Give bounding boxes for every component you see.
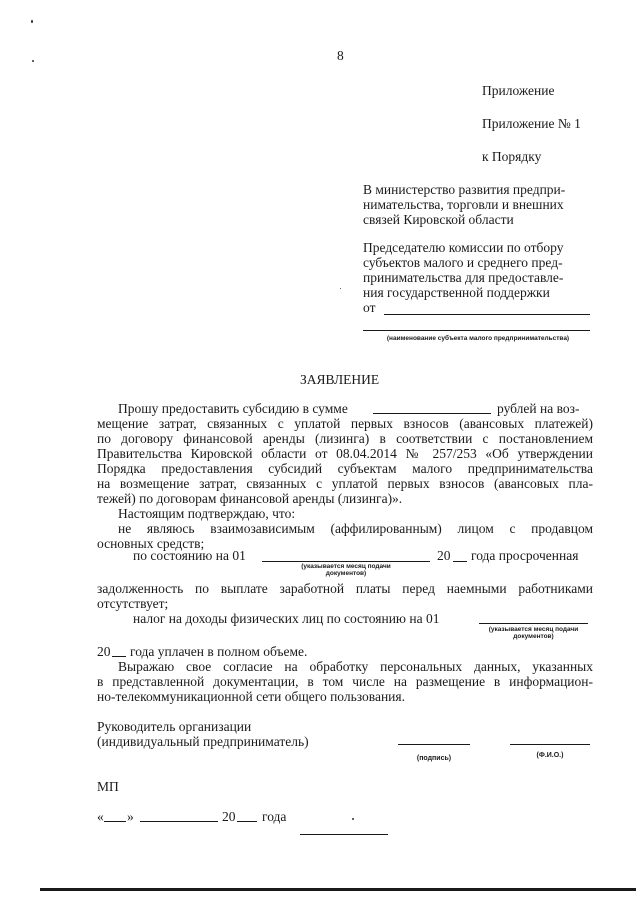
addressee-ministry-line: связей Кировской области xyxy=(363,212,514,227)
date-open-quote: « xyxy=(97,809,104,824)
salary-month-field[interactable] xyxy=(262,561,430,562)
tax-year-prefix: 20 xyxy=(97,644,111,659)
tax-text: года уплачен в полном объеме. xyxy=(130,644,308,659)
from-field-second-line[interactable] xyxy=(363,330,590,331)
name-caption: (наименование субъекта малого предпринимательства) xyxy=(386,335,570,342)
not-related-text: не являюсь взаимозависимым (аффилированным) лицом с продавцом xyxy=(118,521,593,536)
date-month-field[interactable] xyxy=(140,821,218,822)
month-caption: (указывается месяц подачи xyxy=(488,626,579,633)
appendix-number: Приложение № 1 xyxy=(482,116,581,131)
not-related-text: основных средств; xyxy=(97,536,205,551)
request-text: по договору финансовой аренды (лизинга) в соответствии с постановлением xyxy=(97,431,593,446)
page-bottom-rule xyxy=(40,888,636,891)
signature-head-label: (индивидуальный предприниматель) xyxy=(97,734,309,749)
addressee-chairman-line: Председателю комиссии по отбору xyxy=(363,240,564,255)
tax-text: налог на доходы физических лиц по состоянию на 01 xyxy=(133,611,440,626)
request-text: тежей) по договорам финансовой аренды (лизинга)». xyxy=(97,491,403,506)
scan-speck xyxy=(340,288,341,289)
request-text: мещение затрат, связанных с уплатой первых взносов (авансовых платежей) xyxy=(97,416,593,431)
signature-field[interactable] xyxy=(398,744,470,745)
amount-field[interactable] xyxy=(373,413,491,414)
extra-signature-line xyxy=(300,834,388,835)
month-caption: (указывается месяц подачи xyxy=(301,563,391,570)
request-text: рублей на воз- xyxy=(497,401,580,416)
request-text: на возмещение затрат, связанных с уплатой первых взносов (авансовых пла- xyxy=(97,476,593,491)
signature-caption: (подпись) xyxy=(416,755,452,762)
consent-text: но-телекоммуникационной сети общего пользования. xyxy=(97,689,405,704)
appendix-title: Приложение xyxy=(482,83,555,98)
addressee-chairman-line: ния государственной поддержки xyxy=(363,285,550,300)
request-text: Правительства Кировской области от 08.04.2014 № 257/253 «Об утверждении xyxy=(97,446,593,461)
scan-speck xyxy=(31,20,33,23)
addressee-ministry-line: В министерство развития предпри- xyxy=(363,182,566,197)
document-heading: ЗАЯВЛЕНИЕ xyxy=(300,372,380,387)
appendix-to-order: к Порядку xyxy=(482,149,542,164)
date-year-prefix: 20 xyxy=(222,809,236,824)
salary-year-prefix: 20 xyxy=(437,548,451,563)
signature-head-label: Руководитель организации xyxy=(97,719,252,734)
salary-text: задолженность по выплате заработной платы перед наемными работниками xyxy=(97,581,593,596)
tax-year-field[interactable] xyxy=(112,656,126,657)
tax-month-field[interactable] xyxy=(479,623,588,624)
addressee-ministry-line: нимательства, торговли и внешних xyxy=(363,197,564,212)
date-year-suffix: года xyxy=(262,809,287,824)
month-caption: документов) xyxy=(513,633,554,640)
scan-speck xyxy=(352,818,354,820)
scan-speck xyxy=(32,60,34,62)
salary-text: отсутствует; xyxy=(97,596,169,611)
stamp-label: МП xyxy=(97,779,119,794)
date-close-quote: » xyxy=(127,809,134,824)
consent-text: Выражаю свое согласие на обработку персональных данных, указанных xyxy=(118,659,593,674)
month-caption: документов) xyxy=(325,570,367,577)
fio-caption: (Ф.И.О.) xyxy=(536,752,564,759)
fio-field[interactable] xyxy=(510,744,590,745)
date-day-field[interactable] xyxy=(104,821,126,822)
from-field[interactable] xyxy=(384,314,590,315)
salary-text: по состоянию на 01 xyxy=(133,548,246,563)
confirm-text: Настоящим подтверждаю, что: xyxy=(118,506,296,521)
addressee-chairman-line: принимательства для предоставле- xyxy=(363,270,564,285)
consent-text: в представленной документации, в том числе на размещение в информацион- xyxy=(97,674,593,689)
request-text: Прошу предоставить субсидию в сумме xyxy=(118,401,348,416)
request-text: Порядка предоставления субсидий субъектам малого предпринимательства xyxy=(97,461,593,476)
date-year-field[interactable] xyxy=(237,821,257,822)
salary-text: года просроченная xyxy=(471,548,579,563)
salary-year-field[interactable] xyxy=(453,561,467,562)
addressee-chairman-line: субъектов малого и среднего пред- xyxy=(363,255,563,270)
addressee-from-label: от xyxy=(363,300,376,315)
page-number: 8 xyxy=(337,48,344,63)
